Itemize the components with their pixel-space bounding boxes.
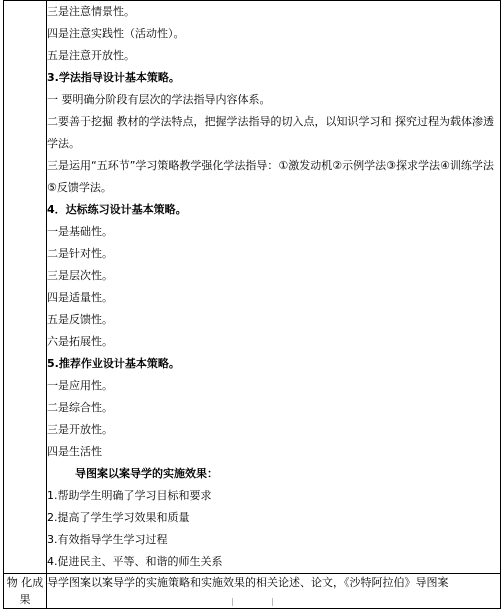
empty-label-cell bbox=[4, 1, 47, 574]
text-line: 六是拓展性。 bbox=[47, 335, 113, 348]
text-paragraph: 三是运用“五环节”学习策略教学强化学法指导：①激发动机②示例学法③探求学法④训练学法⑤反馈学法。 bbox=[47, 159, 494, 194]
page-mark-right bbox=[272, 598, 273, 606]
text-line: 1.帮助学生明确了学习目标和要求 bbox=[47, 489, 212, 502]
result-label: 物 化成果 bbox=[4, 574, 47, 609]
text-line: 三是开放性。 bbox=[47, 423, 113, 436]
text-line: 一 要明确分阶段有层次的学法指导内容体系。 bbox=[47, 93, 271, 106]
result-text: 导学图案以案导学的实施策略和实施效果的相关论述、论文，《沙特阿拉伯》导图案 bbox=[47, 574, 501, 609]
text-line: 三是层次性。 bbox=[47, 269, 113, 282]
text-line: 2.提高了学生学习效果和质量 bbox=[47, 511, 190, 524]
text-line: 一是基础性。 bbox=[47, 225, 113, 238]
text-line: 五是反馈性。 bbox=[47, 313, 113, 326]
strategy-content-cell bbox=[47, 1, 501, 574]
document-table bbox=[3, 0, 501, 609]
text-line: 四是生活性 bbox=[47, 445, 102, 458]
text-line: 三是注意情景性。 bbox=[47, 5, 135, 18]
text-line: 3.有效指导学生学习过程 bbox=[47, 533, 168, 546]
text-paragraph: 二要善于挖掘 教材的学法特点，把握学法指导的切入点，以知识学习和 探究过程为载体渗透学法。 bbox=[47, 115, 494, 150]
section-heading: 4．达标练习设计基本策略。 bbox=[47, 203, 187, 216]
text-line: 4.促进民主、平等、和谐的师生关系 bbox=[47, 555, 223, 568]
effects-heading: 导图案以案导学的实施效果： bbox=[75, 467, 218, 480]
section-heading: 5.推荐作业设计基本策略。 bbox=[47, 357, 180, 370]
text-line: 四是注意实践性（活动性）。 bbox=[47, 27, 185, 40]
result-row bbox=[4, 574, 501, 609]
text-line: 五是注意开放性。 bbox=[47, 49, 135, 62]
section-heading: 3.学法指导设计基本策略。 bbox=[47, 71, 180, 84]
page-mark-left bbox=[232, 598, 233, 606]
text-line: 二是综合性。 bbox=[47, 401, 113, 414]
text-line: 一是应用性。 bbox=[47, 379, 113, 392]
text-line: 二是针对性。 bbox=[47, 247, 113, 260]
strategy-row bbox=[4, 1, 501, 574]
text-line: 四是适量性。 bbox=[47, 291, 113, 304]
